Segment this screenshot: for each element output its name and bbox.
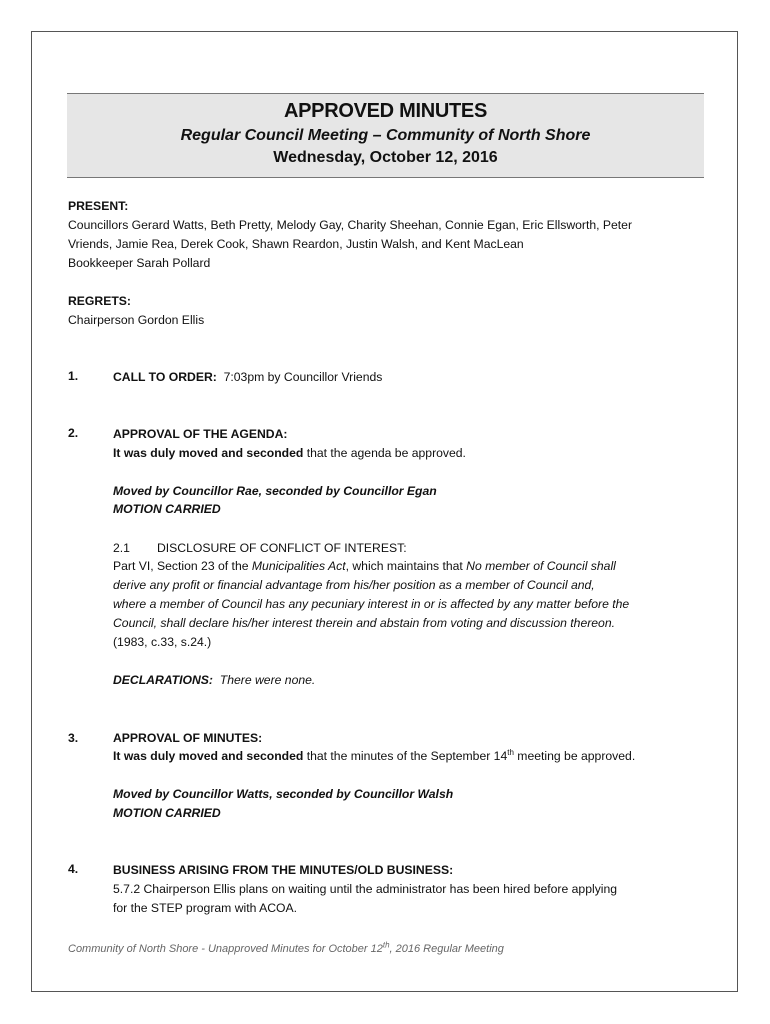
regrets-heading: REGRETS: bbox=[68, 294, 131, 308]
meeting-subtitle: Regular Council Meeting – Community of North Shore bbox=[180, 127, 591, 144]
item-heading: BUSINESS ARISING FROM THE MINUTES/OLD BUSINESS: bbox=[113, 863, 454, 877]
footer-text: Community of North Shore - Unapproved Minutes for October 12 bbox=[68, 943, 383, 955]
present-heading: PRESENT: bbox=[68, 199, 129, 213]
conflict-paragraph-line: derive any profit or financial advantage from his/her position as a member of Council and, bbox=[113, 578, 595, 592]
footer-text-end: , 2016 Regular Meeting bbox=[389, 943, 504, 955]
motion-mover: Moved by Councillor Watts, seconded by Councillor Walsh bbox=[113, 787, 454, 801]
item-heading: APPROVAL OF THE AGENDA: bbox=[113, 427, 288, 441]
text-run: , which maintains that bbox=[345, 559, 467, 573]
meeting-date: Wednesday, October 12, 2016 bbox=[273, 149, 498, 166]
page-footer bbox=[68, 940, 504, 955]
present-line: Councillors Gerard Watts, Beth Pretty, Melody Gay, Charity Sheehan, Connie Egan, Eric Ellsworth, Peter bbox=[68, 218, 633, 232]
conflict-paragraph-line: Council, shall declare his/her interest therein and abstain from voting and discussion thereon. bbox=[113, 616, 616, 630]
item-heading: CALL TO ORDER: bbox=[113, 370, 217, 384]
motion-carried: MOTION CARRIED bbox=[113, 806, 221, 820]
act-name: Municipalities Act bbox=[251, 559, 346, 573]
business-line: 5.7.2 Chairperson Ellis plans on waiting until the administrator has been hired before applying bbox=[113, 882, 618, 896]
quoted-text: No member of Council shall bbox=[466, 559, 616, 573]
declarations bbox=[113, 671, 315, 690]
motion-mover: Moved by Councillor Rae, seconded by Councillor Egan bbox=[113, 484, 437, 498]
moved-rest: that the minutes of the September 14 bbox=[303, 749, 508, 763]
motion-carried: MOTION CARRIED bbox=[113, 502, 221, 516]
item-number: 3. bbox=[68, 731, 79, 745]
declarations-text: There were none. bbox=[219, 673, 316, 687]
business-line: for the STEP program with ACOA. bbox=[113, 901, 298, 915]
motion-statement bbox=[113, 444, 466, 463]
regrets-line: Chairperson Gordon Ellis bbox=[68, 313, 205, 327]
footer-ordinal: th bbox=[382, 940, 390, 950]
conflict-paragraph-line bbox=[113, 557, 616, 576]
item-heading: APPROVAL OF MINUTES: bbox=[113, 731, 263, 745]
item-number: 1. bbox=[68, 369, 79, 383]
item-number: 4. bbox=[68, 862, 79, 876]
conflict-paragraph-line: where a member of Council has any pecuniary interest in or is affected by any matter before the bbox=[113, 597, 630, 611]
moved-bold: It was duly moved and seconded bbox=[113, 446, 304, 460]
call-to-order bbox=[113, 368, 382, 387]
subsection-heading bbox=[113, 539, 407, 558]
present-line: Bookkeeper Sarah Pollard bbox=[68, 256, 211, 270]
minutes-header bbox=[67, 93, 704, 178]
moved-end: meeting be approved. bbox=[513, 749, 636, 763]
subsection-number: 2.1 bbox=[113, 541, 130, 555]
item-number: 2. bbox=[68, 426, 79, 440]
ordinal-suffix: th bbox=[507, 747, 514, 757]
document-title: APPROVED MINUTES bbox=[283, 100, 487, 122]
moved-bold: It was duly moved and seconded bbox=[113, 749, 304, 763]
subsection-title: DISCLOSURE OF CONFLICT OF INTEREST: bbox=[156, 541, 407, 555]
item-text: 7:03pm by Councillor Vriends bbox=[223, 370, 383, 384]
present-line: Vriends, Jamie Rea, Derek Cook, Shawn Reardon, Justin Walsh, and Kent MacLean bbox=[68, 237, 524, 251]
moved-rest: that the agenda be approved. bbox=[303, 446, 466, 460]
declarations-label: DECLARATIONS: bbox=[113, 673, 213, 687]
motion-statement bbox=[113, 747, 635, 766]
conflict-citation: (1983, c.33, s.24.) bbox=[113, 635, 212, 649]
text-run: Part VI, Section 23 of the bbox=[113, 559, 252, 573]
